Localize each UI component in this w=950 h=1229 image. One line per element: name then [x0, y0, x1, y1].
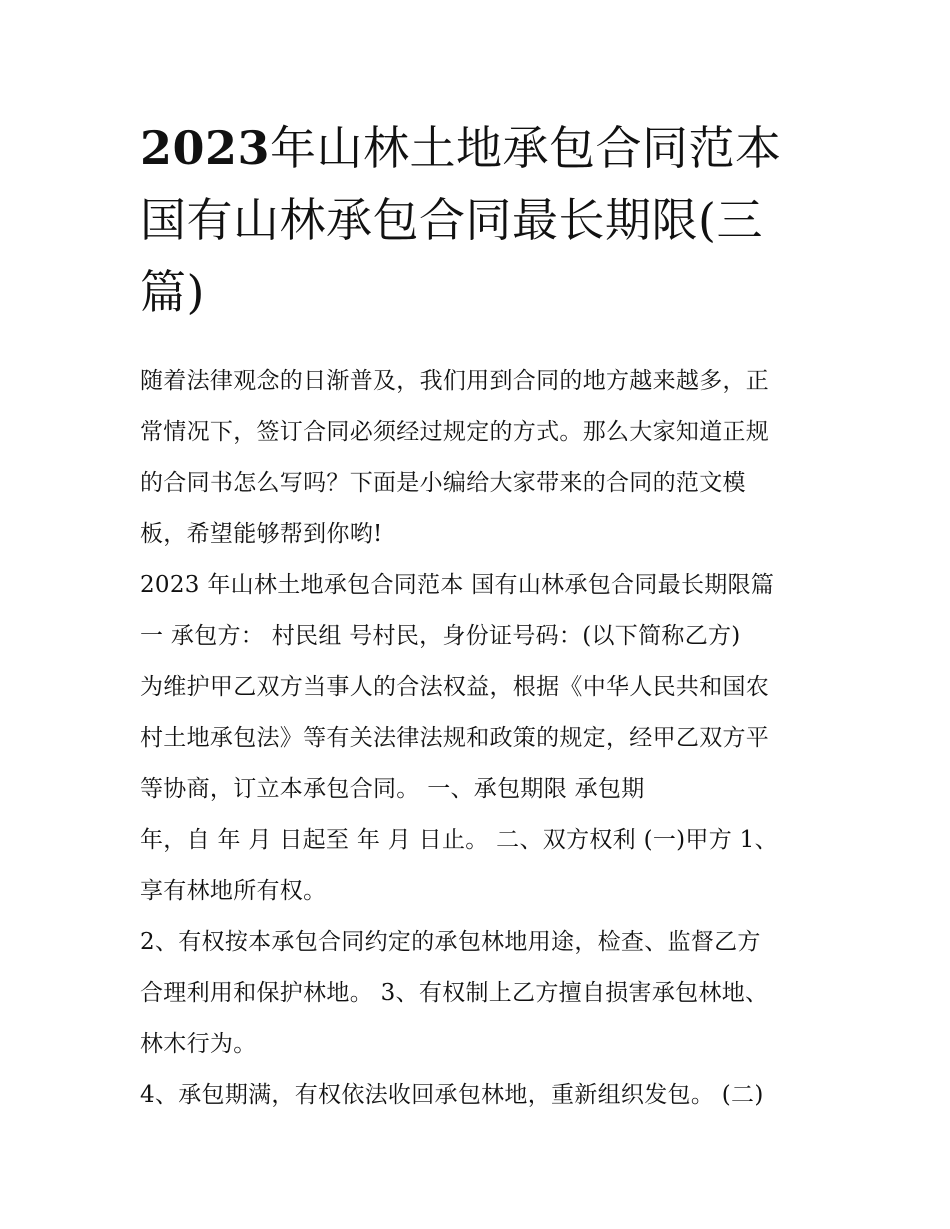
body-line: 年，自 年 月 日起至 年 月 日止。 二、双方权利 (一)甲方 1、	[140, 827, 778, 853]
body-line: 4、承包期满，有权依法收回承包林地，重新组织发包。 (二)	[140, 1082, 764, 1108]
document-title	[140, 112, 820, 328]
body-line: 随着法律观念的日渐普及，我们用到合同的地方越来越多，正	[140, 368, 770, 394]
body-line: 板，希望能够帮到你哟!	[140, 521, 383, 547]
body-line: 林木行为。	[140, 1031, 257, 1057]
body-line: 常情况下，签订合同必须经过规定的方式。那么大家知道正规	[140, 419, 770, 445]
body-line: 2、有权按本承包合同约定的承包林地用途，检查、监督乙方	[140, 929, 761, 955]
body-line: 合理利用和保护林地。 3、有权制上乙方擅自损害承包林地、	[140, 980, 769, 1006]
document-body	[140, 356, 820, 1121]
title-line-2: 国有山林承包合同最长期限(三	[140, 193, 763, 247]
body-line: 等协商，订立本承包合同。 一、承包期限 承包期	[140, 776, 645, 802]
title-line-1-text: 年山林土地承包合同范本	[270, 121, 782, 175]
body-line: 一 承包方： 村民组 号村民，身份证号码：(以下简称乙方)	[140, 623, 741, 649]
title-line-3: 篇)	[140, 265, 205, 319]
body-line: 村土地承包法》等有关法律法规和政策的规定，经甲乙双方平	[140, 725, 770, 751]
body-line: 的合同书怎么写吗？下面是小编给大家带来的合同的范文模	[140, 470, 746, 496]
body-line: 为维护甲乙双方当事人的合法权益，根据《中华人民共和国农	[140, 674, 770, 700]
title-line-1	[140, 112, 820, 184]
body-line: 享有林地所有权。	[140, 878, 327, 904]
body-line: 2023 年山林土地承包合同范本 国有山林承包合同最长期限篇	[140, 572, 775, 598]
title-year: 2023	[140, 121, 271, 175]
